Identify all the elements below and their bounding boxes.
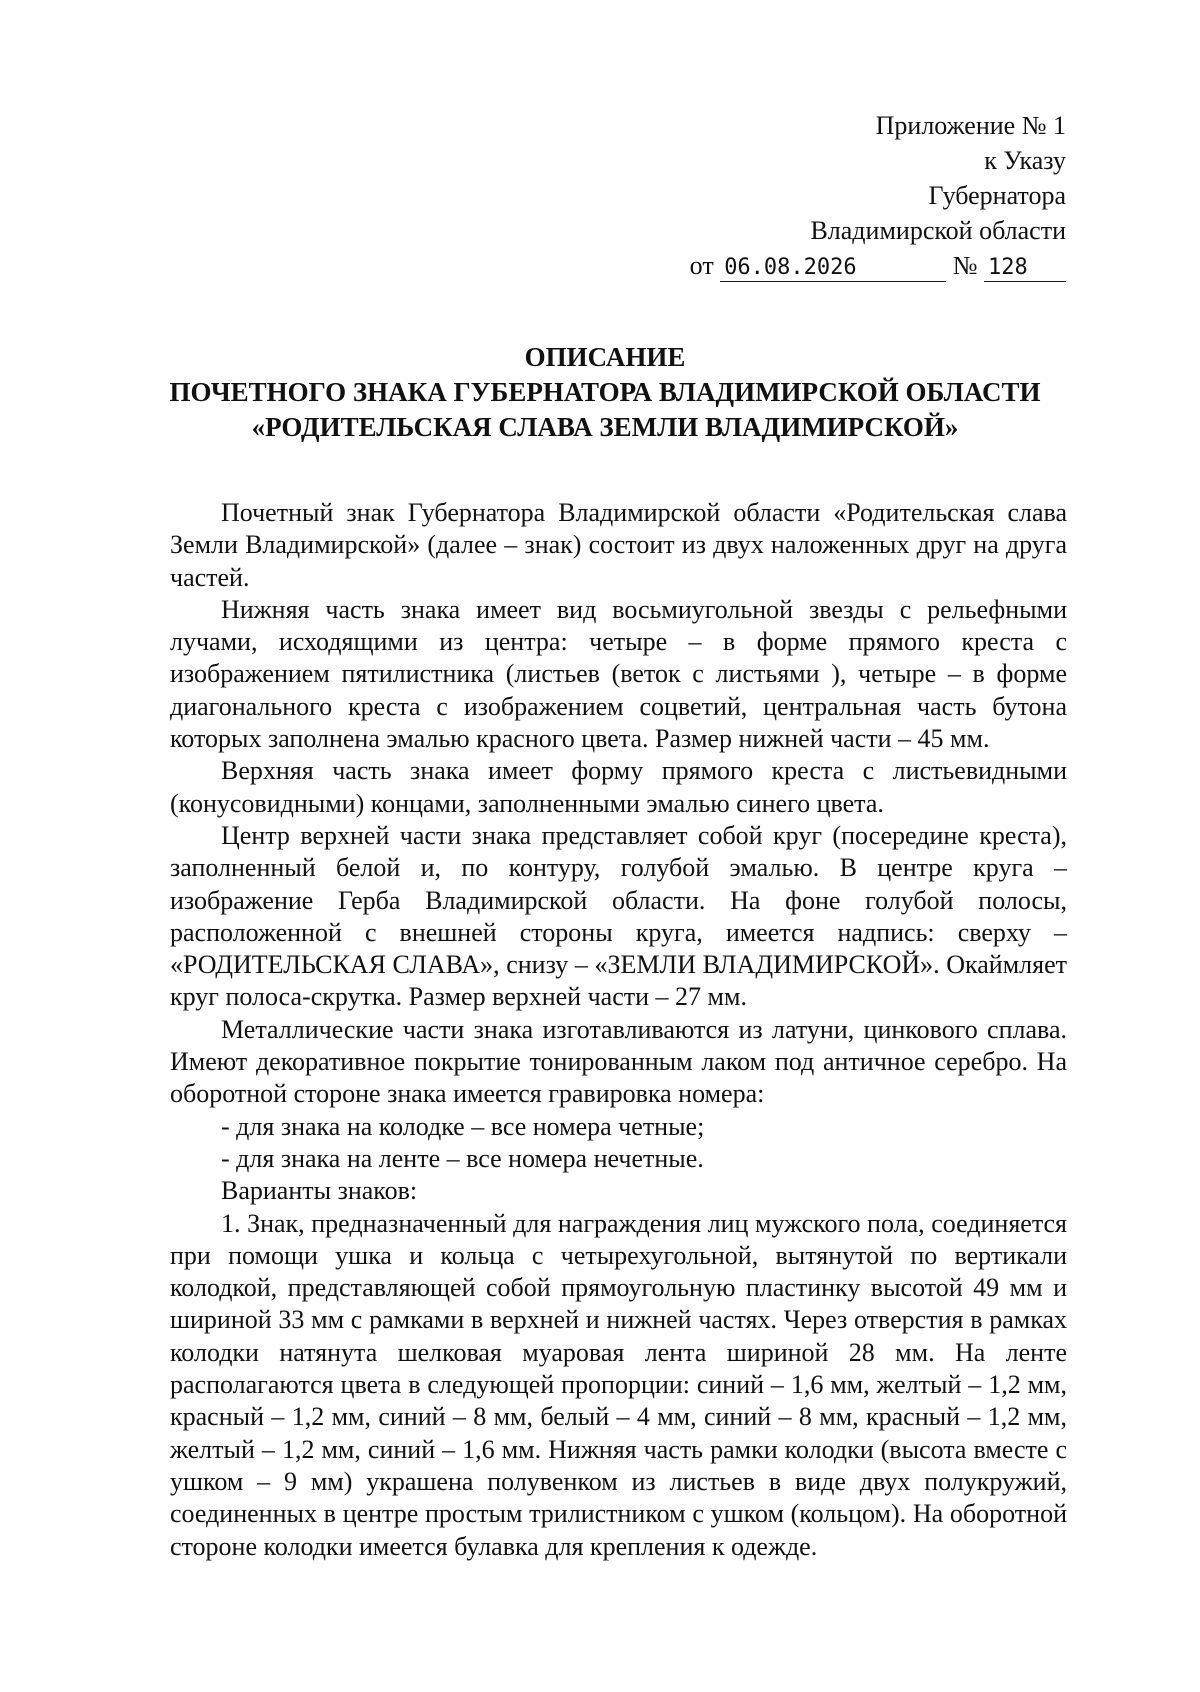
paragraph-intro: Почетный знак Губернатора Владимирской области «Родительская слава Земли Владимирской» (далее – знак) состоит из двух наложенных друг на друга частей. bbox=[170, 498, 1067, 592]
title-line-1: ОПИСАНИЕ bbox=[524, 342, 686, 372]
list-item-odd: - для знака на ленте – все номера нечетные. bbox=[221, 1143, 704, 1173]
document-title bbox=[140, 340, 1070, 445]
number-label: № bbox=[952, 251, 978, 280]
paragraph-variant-1: 1. Знак, предназначенный для награждения лиц мужского пола, соединяется при помощи ушка и кольца с четырехугольной, вытянутой по вертикали колодкой, представляющей собой прямоугольную пластинку высотой 49 мм и шириной 33 мм с рамками в верхней и нижней частях. Через отверстия в рамках колодки натянута шелковая муаровая лента шириной 28 мм. На ленте располагаются цвета в следующей пропорции: синий – 1,6 мм, желтый – 1,2 мм, красный – 1,2 мм, синий – 8 мм, белый – 4 мм, синий – 8 мм, красный – 1,2 мм, желтый – 1,2 мм, синий – 1,6 мм. Нижняя часть рамки колодки (высота вместе с ушком – 9 мм) украшена полувенком из листьев в виде двух полукружий, соединенных в центре простым трилистником с ушком (кольцом). На оборотной стороне колодки имеется булавка для крепления к одежде. bbox=[170, 1208, 1067, 1561]
appendix-decree: к Указу bbox=[984, 146, 1066, 175]
decree-number: 128 bbox=[984, 255, 1066, 282]
paragraph-center: Центр верхней части знака представляет собой круг (посередине креста), заполненный белой и, по контуру, голубой эмалью. В центре круга – изображение Герба Владимирской области. На фоне голубой полосы, расположенной с внешней стороны круга, имеется надпись: сверху – «РОДИТЕЛЬСКАЯ СЛАВА», снизу – «ЗЕМЛИ ВЛАДИМИРСКОЙ». Окаймляет круг полоса-скрутка. Размер верхней части – 27 мм. bbox=[170, 820, 1067, 1012]
appendix-block bbox=[690, 108, 1066, 283]
title-line-2: ПОЧЕТНОГО ЗНАКА ГУБЕРНАТОРА ВЛАДИМИРСКОЙ ОБЛАСТИ bbox=[169, 377, 1041, 407]
title-line-3: «РОДИТЕЛЬСКАЯ СЛАВА ЗЕМЛИ ВЛАДИМИРСКОЙ» bbox=[251, 412, 959, 442]
appendix-number: Приложение № 1 bbox=[875, 111, 1066, 140]
appendix-date-line bbox=[690, 248, 1066, 283]
paragraph-lower-part: Нижняя часть знака имеет вид восьмиугольной звезды с рельефными лучами, исходящими из центра: четыре – в форме прямого креста с изображением пятилистника (листьев (веток с листьями ), четыре – в форме диагонального креста с изображением соцветий, центральная часть бутона которых заполнена эмалью красного цвета. Размер нижней части – 45 мм. bbox=[170, 594, 1067, 754]
paragraph-variants: Варианты знаков: bbox=[221, 1176, 418, 1206]
paragraph-metal: Металлические части знака изготавливаются из латуни, цинкового сплава. Имеют декоративное покрытие тонированным лаком под античное серебро. На оборотной стороне знака имеется гравировка номера: bbox=[170, 1014, 1067, 1109]
appendix-region: Владимирской области bbox=[810, 216, 1066, 245]
list-item-even: - для знака на колодке – все номера четные; bbox=[221, 1111, 705, 1141]
paragraph-upper-part: Верхняя часть знака имеет форму прямого креста с листьевидными (конусовидными) концами, заполненными эмалью синего цвета. bbox=[170, 756, 1067, 818]
decree-date: 06.08.2026 bbox=[720, 255, 946, 282]
from-label: от bbox=[689, 251, 714, 280]
appendix-governor: Губернатора bbox=[928, 181, 1066, 210]
document-body bbox=[170, 497, 1067, 1563]
